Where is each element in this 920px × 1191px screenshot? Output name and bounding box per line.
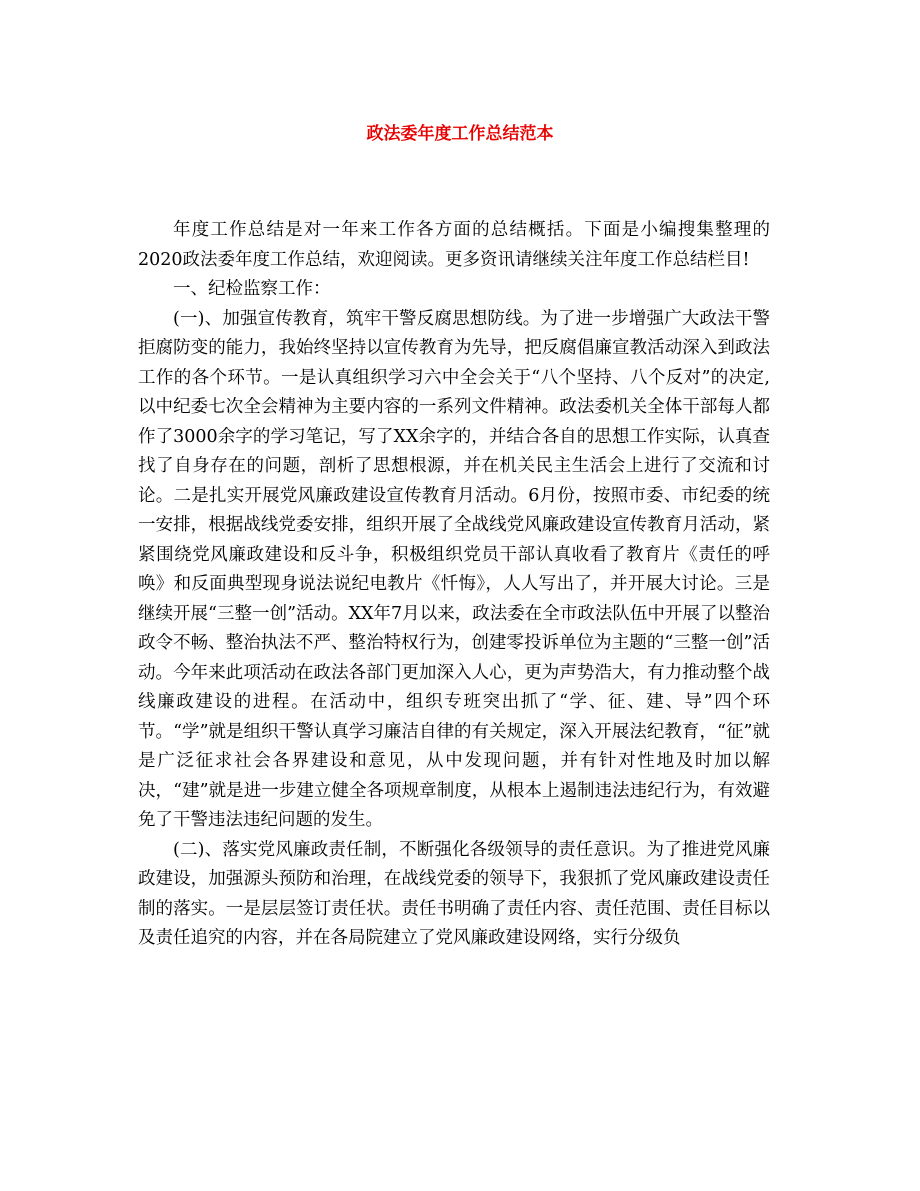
document-title: 政法委年度工作总结范本: [366, 124, 554, 144]
section-heading: 一、纪检监察工作：: [173, 279, 331, 299]
document-body: [138, 216, 770, 954]
body-paragraph: (二)、落实党风廉政责任制，不断强化各级领导的责任意识。为了推进党风廉政建设，加强源头预防和治理，在战线党委的领导下，我狠抓了党风廉政建设责任制的落实。一是层层签订责任状。责任书明确了责任内容、责任范围、责任目标以及责任追究的内容，并在各局院建立了党风廉政建设网络，实行分级负: [138, 839, 770, 948]
intro-paragraph: 年度工作总结是对一年来工作各方面的总结概括。下面是小编搜集整理的2020政法委年度工作总结，欢迎阅读。更多资讯请继续关注年度工作总结栏目!: [138, 220, 770, 270]
body-paragraph: (一)、加强宣传教育，筑牢干警反腐思想防线。为了进一步增强广大政法干警拒腐防变的能力，我始终坚持以宣传教育为先导，把反腐倡廉宣教活动深入到政法工作的各个环节。一是认真组织学习六中全会关于“八个坚持、八个反对”的决定,以中纪委七次全会精神为主要内容的一系列文件精神。政法委机关全体干部每人都作了3000余字的学习笔记，写了XX余字的，并结合各自的思想工作实际，认真查找了自身存在的问题，剖析了思想根源，并在机关民主生活会上进行了交流和讨论。二是扎实开展党风廉政建设宣传教育月活动。6月份，按照市委、市纪委的统一安排，根据战线党委安排，组织开展了全战线党风廉政建设宣传教育月活动，紧紧围绕党风廉政建设和反斗争，积极组织党员干部认真收看了教育片《责任的呼唤》和反面典型现身说法说纪电教片《忏悔》，人人写出了，并开展大讨论。三是继续开展“三整一创”活动。XX年7月以来，政法委在全市政法队伍中开展了以整治政令不畅、整治执法不严、整治特权行为，创建零投诉单位为主题的“三整一创”活动。今年来此项活动在政法各部门更加深入人心，更为声势浩大，有力推动整个战线廉政建设的进程。在活动中，组织专班突出抓了“学、征、建、导”四个环节。“学”就是组织干警认真学习廉洁自律的有关规定，深入开展法纪教育，“征”就是广泛征求社会各界建设和意见，从中发现问题，并有针对性地及时加以解决，“建”就是进一步建立健全各项规章制度，从根本上遏制违法违纪行为，有效避免了干警违法违纪问题的发生。: [138, 308, 770, 830]
